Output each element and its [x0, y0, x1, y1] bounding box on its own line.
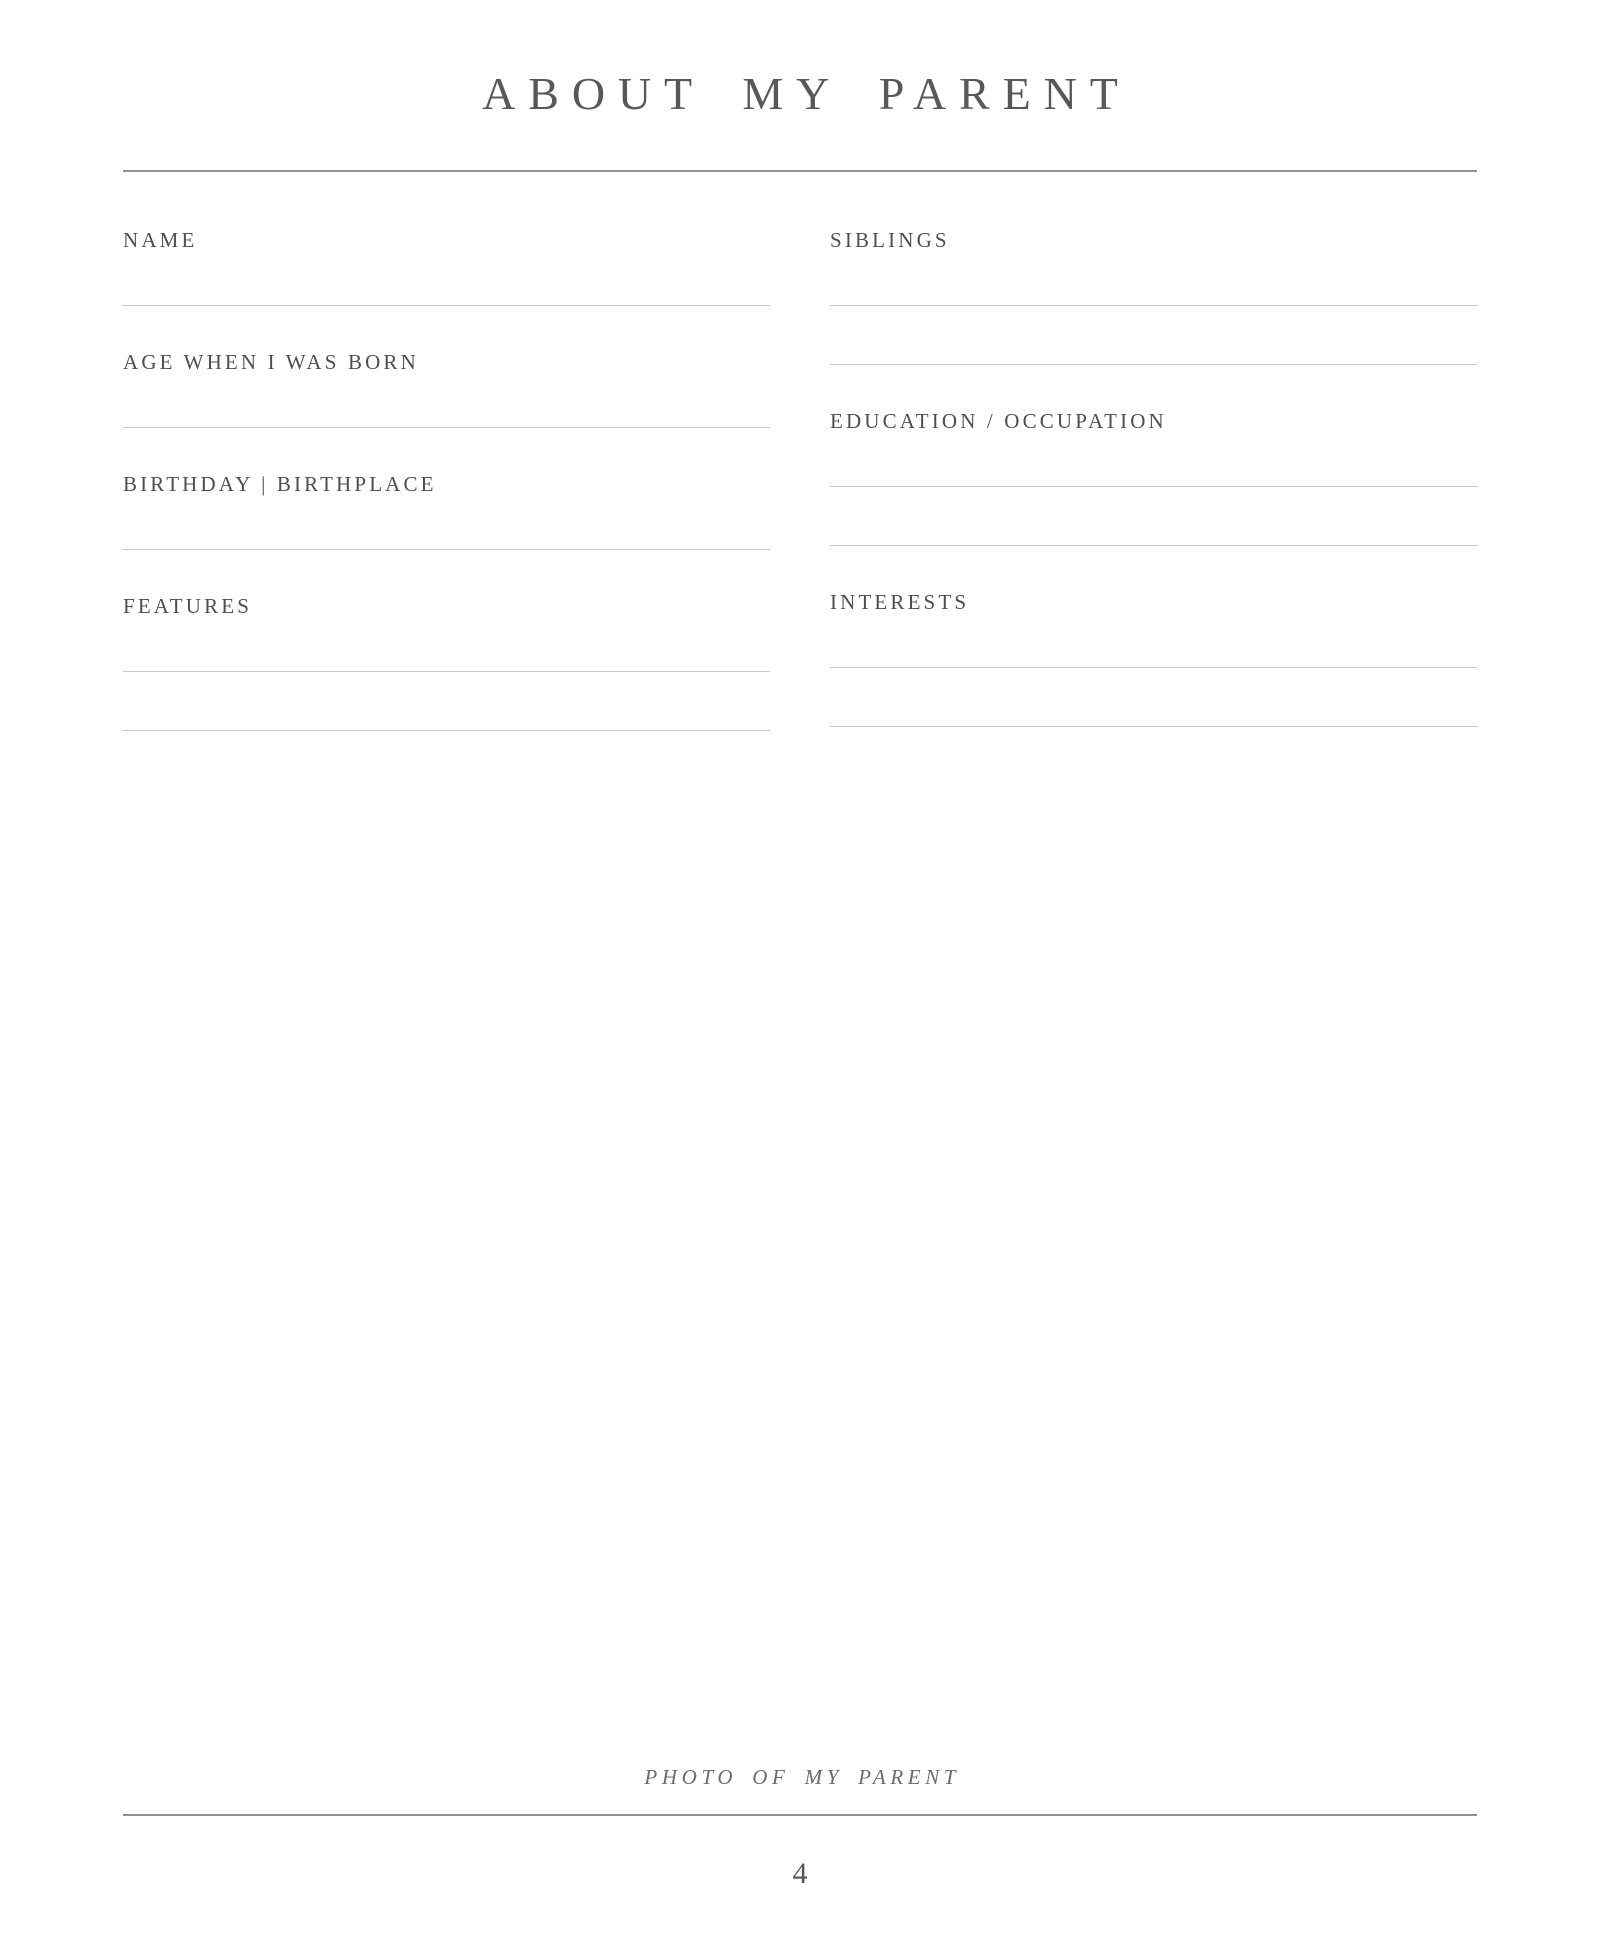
field-siblings: [830, 226, 1477, 365]
page-footer: [0, 1752, 1600, 1892]
siblings-write-line-1[interactable]: [830, 305, 1477, 306]
field-education-occupation: [830, 407, 1477, 546]
form-column-left: [123, 172, 770, 731]
form-grid: [123, 172, 1477, 731]
siblings-label: SIBLINGS: [830, 228, 950, 252]
field-name: [123, 226, 770, 306]
photo-caption: PHOTO OF MY PARENT: [644, 1765, 961, 1789]
name-write-line[interactable]: [123, 305, 770, 306]
education-occupation-write-line-1[interactable]: [830, 486, 1477, 487]
name-label: NAME: [123, 228, 198, 252]
footer-divider-rule: [123, 1814, 1477, 1816]
birthday-birthplace-label: BIRTHDAY | BIRTHPLACE: [123, 472, 437, 496]
field-features: [123, 592, 770, 731]
field-age-when-born: [123, 348, 770, 428]
interests-label: INTERESTS: [830, 590, 970, 614]
features-write-line-2[interactable]: [123, 730, 770, 731]
interests-write-line-1[interactable]: [830, 667, 1477, 668]
siblings-write-line-2[interactable]: [830, 364, 1477, 365]
education-occupation-label: EDUCATION / OCCUPATION: [830, 409, 1167, 433]
page-number: 4: [792, 1857, 808, 1890]
education-occupation-write-line-2[interactable]: [830, 545, 1477, 546]
age-when-born-label: AGE WHEN I WAS BORN: [123, 350, 419, 374]
features-write-line-1[interactable]: [123, 671, 770, 672]
page-title: ABOUT MY PARENT: [482, 68, 1131, 119]
field-interests: [830, 588, 1477, 727]
interests-write-line-2[interactable]: [830, 726, 1477, 727]
features-label: FEATURES: [123, 594, 253, 618]
field-birthday-birthplace: [123, 470, 770, 550]
age-when-born-write-line[interactable]: [123, 427, 770, 428]
birthday-birthplace-write-line[interactable]: [123, 549, 770, 550]
form-column-right: [830, 172, 1477, 731]
